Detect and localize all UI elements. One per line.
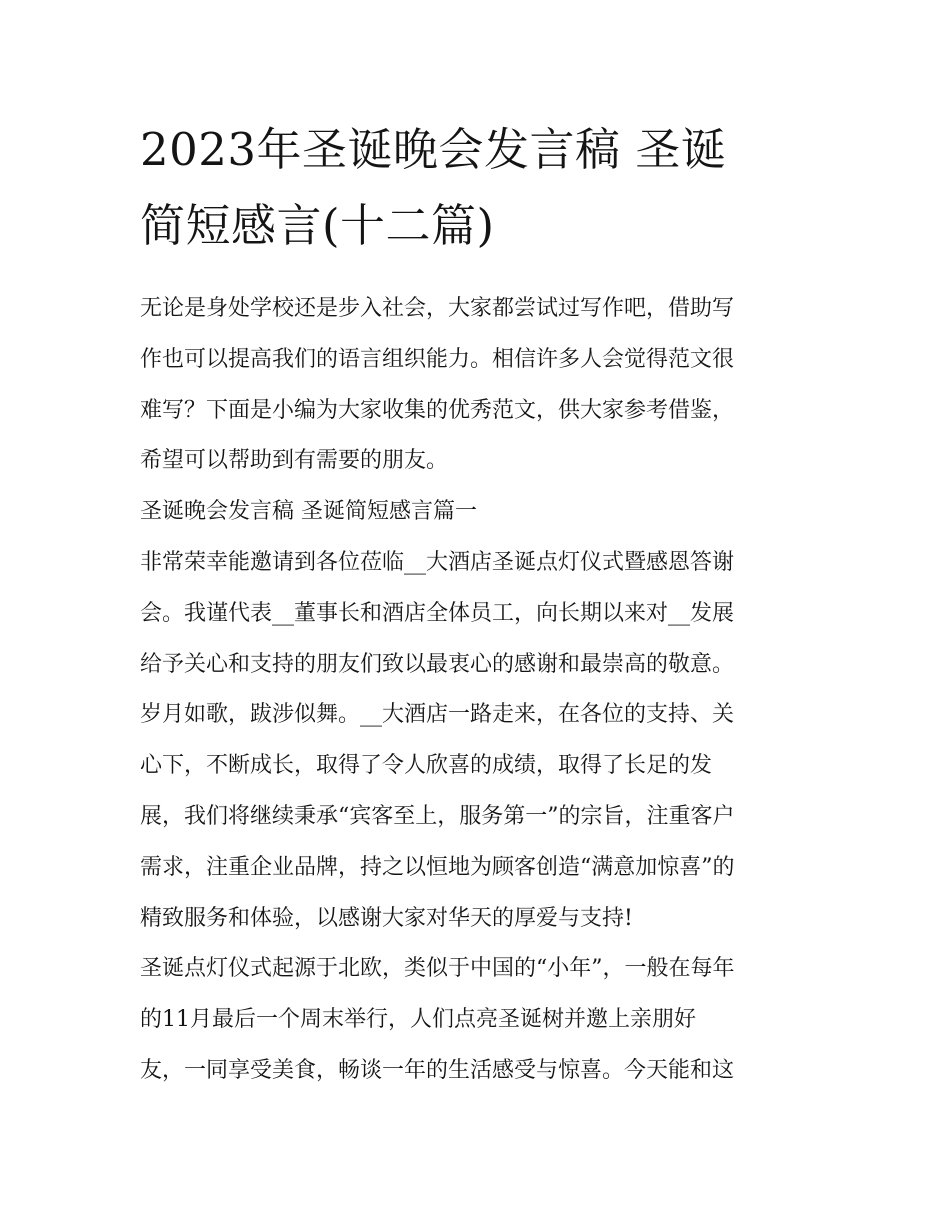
text-line: 圣诞点灯仪式起源于北欧，类似于中国的“小年”，一般在每年 — [140, 956, 735, 982]
document-page — [140, 112, 812, 1097]
text-line: 难写？下面是小编为大家收集的优秀范文，供大家参考借鉴， — [140, 397, 735, 423]
text-line: 非常荣幸能邀请到各位莅临__大酒店圣诞点灯仪式暨感恩答谢 — [140, 549, 735, 575]
document-body — [140, 284, 812, 1097]
welcome-paragraph — [140, 538, 812, 690]
tradition-paragraph — [140, 944, 812, 1096]
text-line: 圣诞晚会发言稿 圣诞简短感言篇一 — [140, 499, 477, 525]
title-line-1: 2023年圣诞晚会发言稿 圣诞 — [140, 123, 727, 176]
document-title — [140, 112, 812, 264]
text-line: 给予关心和支持的朋友们致以最衷心的感谢和最崇高的敬意。 — [140, 651, 735, 677]
text-line: 精致服务和体验，以感谢大家对华天的厚爱与支持! — [140, 905, 633, 931]
section-heading — [140, 487, 812, 538]
text-line: 需求，注重企业品牌，持之以恒地为顾客创造“满意加惊喜”的 — [140, 854, 735, 880]
text-line: 希望可以帮助到有需要的朋友。 — [140, 448, 449, 474]
text-line: 作也可以提高我们的语言组织能力。相信许多人会觉得范文很 — [140, 346, 735, 372]
text-line: 心下，不断成长，取得了令人欣喜的成绩，取得了长足的发 — [140, 753, 713, 779]
intro-paragraph — [140, 284, 812, 487]
text-line: 友，一同享受美食，畅谈一年的生活感受与惊喜。今天能和这 — [140, 1057, 735, 1083]
history-paragraph — [140, 690, 812, 944]
text-line: 展，我们将继续秉承“宾客至上，服务第一”的宗旨，注重客户 — [140, 803, 735, 829]
text-line: 会。我谨代表__董事长和酒店全体员工，向长期以来对__发展 — [140, 600, 735, 626]
text-line: 岁月如歌，跋涉似舞。__大酒店一路走来，在各位的支持、关 — [140, 702, 735, 728]
text-line: 无论是身处学校还是步入社会，大家都尝试过写作吧，借助写 — [140, 296, 735, 321]
title-line-2: 简短感言(十二篇) — [140, 199, 495, 252]
text-line: 的11月最后一个周末举行，人们点亮圣诞树并邀上亲朋好 — [140, 1007, 696, 1033]
